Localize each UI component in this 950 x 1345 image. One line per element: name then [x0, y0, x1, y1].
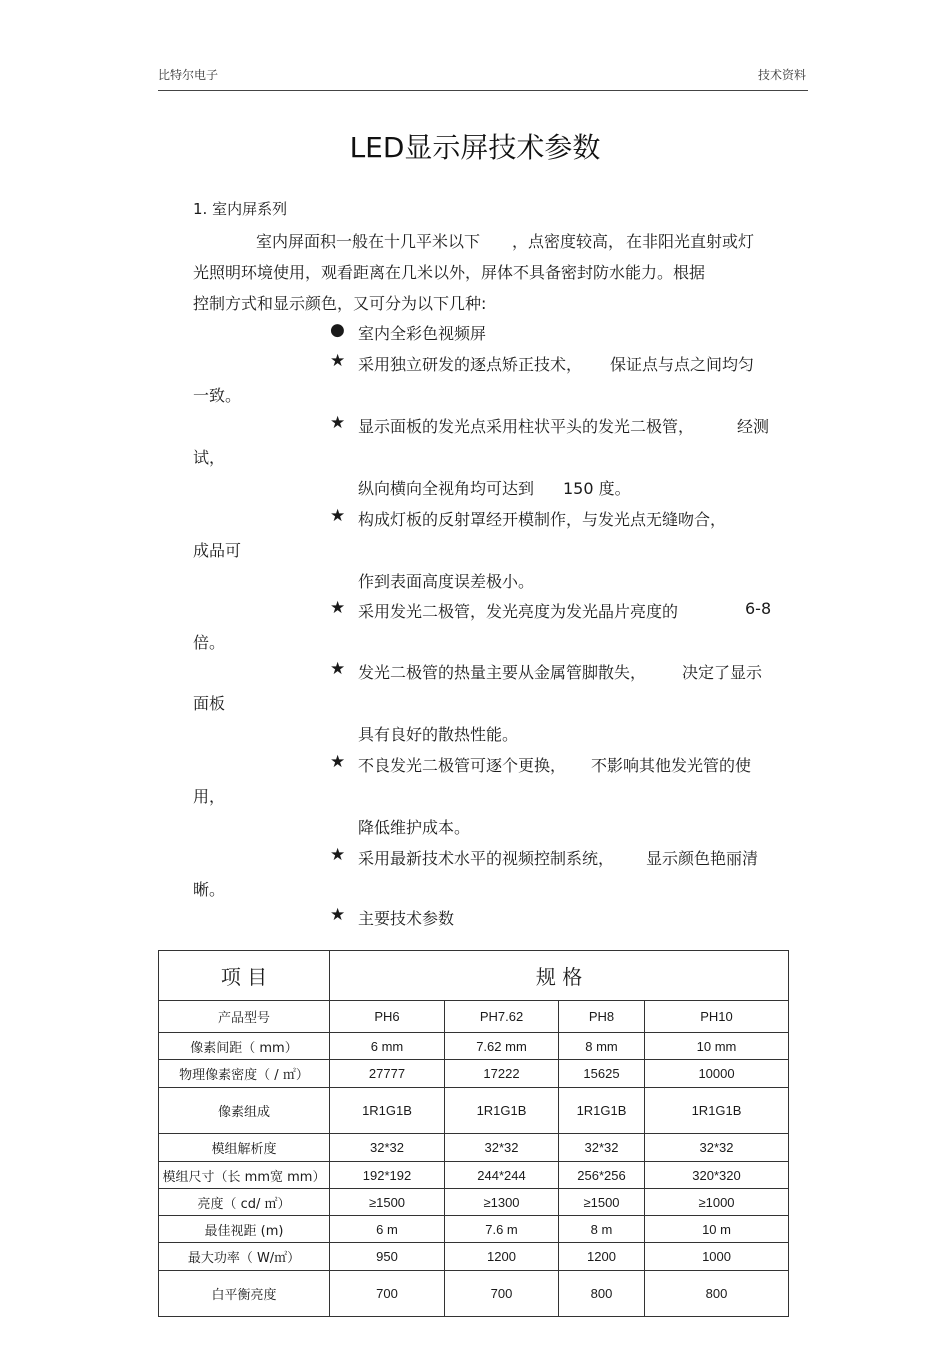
table-cell: 192*192: [330, 1162, 445, 1189]
table-cell: 700: [330, 1271, 445, 1317]
page-title: LED显示屏技术参数: [349, 131, 601, 164]
intro-text: 在非阳光直射或灯: [626, 232, 755, 251]
star-icon: ★: [330, 598, 346, 618]
table-row: [159, 1060, 789, 1088]
table-cell: 15625: [559, 1060, 645, 1088]
table-cell: 10 mm: [645, 1033, 789, 1060]
table-cell: 32*32: [445, 1134, 559, 1162]
feature-text: 晰。: [193, 880, 226, 899]
table-cell: 17222: [445, 1060, 559, 1088]
table-cell: 700: [445, 1271, 559, 1317]
row-label: 模组解析度: [159, 1134, 330, 1162]
row-label: 最佳视距 (m): [159, 1216, 330, 1243]
row-label: 像素组成: [159, 1088, 330, 1134]
table-cell: 950: [330, 1243, 445, 1271]
feature-text: 不良发光二极管可逐个更换，: [358, 756, 567, 775]
feature-text: 决定了显示: [682, 663, 763, 682]
table-cell: 7.6 m: [445, 1216, 559, 1243]
feature-text: 采用最新技术水平的视频控制系统，: [358, 849, 615, 868]
feature-text: 6-8: [745, 599, 772, 618]
feature-text: 具有良好的散热性能。: [358, 725, 519, 744]
table-cell: 800: [645, 1271, 789, 1317]
table-cell: 1200: [445, 1243, 559, 1271]
table-cell: 32*32: [559, 1134, 645, 1162]
header-item: 项 目: [159, 951, 330, 1001]
table-cell: 1R1G1B: [559, 1088, 645, 1134]
section-heading: 1. 室内屏系列: [193, 200, 288, 218]
table-cell: 6 mm: [330, 1033, 445, 1060]
star-icon: ★: [330, 413, 346, 433]
table-cell: 6 m: [330, 1216, 445, 1243]
table-cell: 27777: [330, 1060, 445, 1088]
table-cell: ≥1500: [330, 1189, 445, 1216]
feature-text: 150 度。: [563, 479, 631, 498]
feature-text: 不影响其他发光管的使: [591, 756, 752, 775]
table-cell: 10 m: [645, 1216, 789, 1243]
feature-text: 纵向横向全视角均可达到: [358, 479, 535, 498]
table-cell: 8 mm: [559, 1033, 645, 1060]
table-cell: ≥1000: [645, 1189, 789, 1216]
row-label: 物理像素密度（ / ㎡）: [159, 1060, 330, 1088]
feature-text: 采用独立研发的逐点矫正技术，: [358, 355, 583, 374]
table-cell: 256*256: [559, 1162, 645, 1189]
feature-text: 保证点与点之间均匀: [610, 355, 755, 374]
feature-text: 显示颜色艳丽清: [646, 849, 759, 868]
feature-text: 主要技术参数: [358, 909, 455, 928]
table-header-row: [159, 951, 789, 1001]
table-cell: 800: [559, 1271, 645, 1317]
intro-text: 控制方式和显示颜色，又可分为以下几种:: [193, 294, 487, 313]
feature-text: 一致。: [193, 386, 242, 405]
intro-text: 室内屏面积一般在十几平米以下: [256, 232, 481, 251]
feature-text: 显示面板的发光点采用柱状平头的发光二极管，: [358, 417, 695, 436]
feature-text: 作到表面高度误差极小。: [358, 572, 535, 591]
table-cell: 244*244: [445, 1162, 559, 1189]
table-row: [159, 1189, 789, 1216]
star-icon: ★: [330, 845, 346, 865]
table-cell: 1R1G1B: [330, 1088, 445, 1134]
table-cell: 1R1G1B: [645, 1088, 789, 1134]
table-cell: PH6: [330, 1001, 445, 1033]
header-rule: [158, 90, 808, 91]
table-cell: PH7.62: [445, 1001, 559, 1033]
feature-text: 发光二极管的热量主要从金属管脚散失，: [358, 663, 647, 682]
table-cell: 7.62 mm: [445, 1033, 559, 1060]
star-icon: ★: [330, 659, 346, 679]
spec-table: [158, 950, 789, 1317]
table-cell: 10000: [645, 1060, 789, 1088]
table-cell: 8 m: [559, 1216, 645, 1243]
table-cell: 1200: [559, 1243, 645, 1271]
table-row: [159, 1271, 789, 1317]
table-row: [159, 1216, 789, 1243]
feature-text: 试，: [193, 448, 226, 467]
table-cell: ≥1300: [445, 1189, 559, 1216]
star-icon: ★: [330, 351, 346, 371]
table-row: [159, 1001, 789, 1033]
bullet-text: 室内全彩色视频屏: [358, 324, 487, 343]
row-label: 像素间距（ mm）: [159, 1033, 330, 1060]
table-cell: PH8: [559, 1001, 645, 1033]
feature-text: 面板: [193, 694, 226, 713]
header-doc-type: 技术资料: [757, 68, 806, 82]
table-row: [159, 1134, 789, 1162]
feature-text: 构成灯板的反射罩经开模制作，与发光点无缝吻合，: [358, 510, 727, 529]
bullet-icon: ●: [330, 320, 345, 340]
table-row: [159, 1243, 789, 1271]
row-label: 亮度（ cd/ ㎡）: [159, 1189, 330, 1216]
feature-text: 采用发光二极管，发光亮度为发光晶片亮度的: [358, 602, 679, 621]
row-label: 白平衡亮度: [159, 1271, 330, 1317]
table-cell: 1000: [645, 1243, 789, 1271]
feature-text: 经测: [737, 417, 770, 436]
table-cell: PH10: [645, 1001, 789, 1033]
intro-text: ，点密度较高，: [512, 232, 625, 251]
table-cell: 320*320: [645, 1162, 789, 1189]
row-label: 产品型号: [159, 1001, 330, 1033]
feature-text: 成品可: [193, 541, 242, 560]
table-cell: ≥1500: [559, 1189, 645, 1216]
star-icon: ★: [330, 506, 346, 526]
table-row: [159, 1033, 789, 1060]
star-icon: ★: [330, 905, 346, 925]
feature-text: 用，: [193, 787, 226, 806]
feature-text: 倍。: [193, 633, 226, 652]
table-cell: 1R1G1B: [445, 1088, 559, 1134]
row-label: 模组尺寸（长 mm宽 mm）: [159, 1162, 330, 1189]
table-cell: 32*32: [330, 1134, 445, 1162]
intro-text: 光照明环境使用，观看距离在几米以外，屏体不具备密封防水能力。根据: [193, 263, 706, 282]
table-cell: 32*32: [645, 1134, 789, 1162]
feature-text: 降低维护成本。: [358, 818, 471, 837]
star-icon: ★: [330, 752, 346, 772]
row-label: 最大功率（ W/㎡）: [159, 1243, 330, 1271]
header-company: 比特尔电子: [158, 68, 219, 82]
table-row: [159, 1088, 789, 1134]
table-row: [159, 1162, 789, 1189]
header-spec: 规 格: [330, 951, 789, 1001]
